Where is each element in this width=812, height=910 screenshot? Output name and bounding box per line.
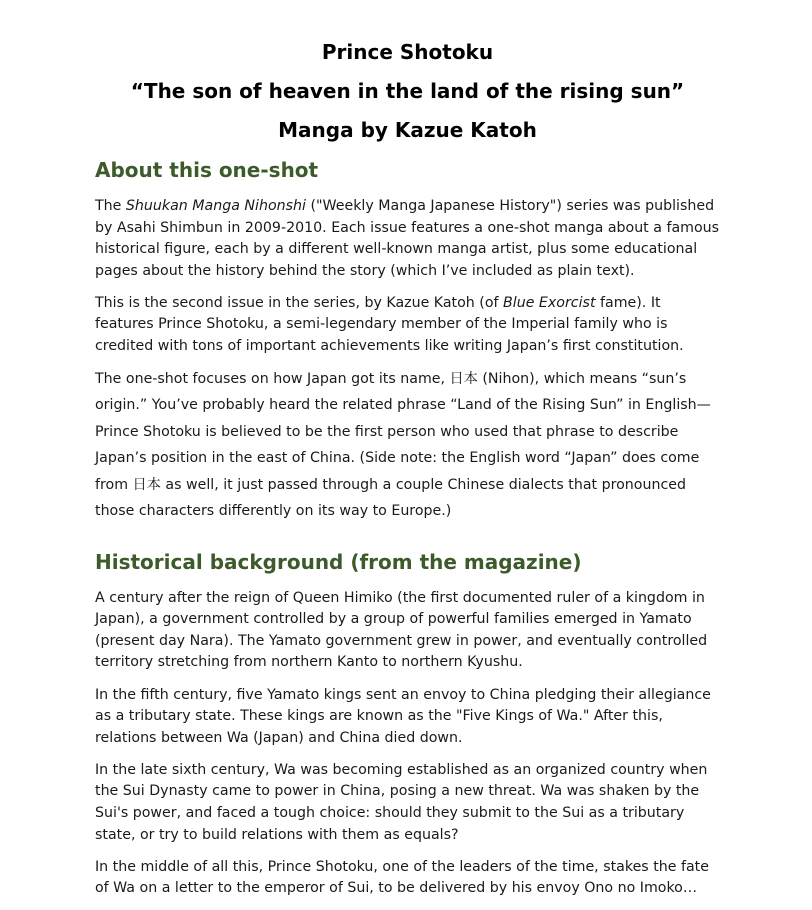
about-p1-before: The [95, 198, 126, 214]
history-paragraph-2: In the fifth century, five Yamato kings sent an envoy to China pledging their allegiance as a tributary state. These kings are known as the "Five Kings of Wa." After this, relations between Wa (Japan) and China died down. [95, 686, 711, 746]
about-paragraph-3: The one-shot focuses on how Japan got its name, 日本 (Nihon), which means “sun’s origin.” You’ve probably heard the related phrase “Land of the Rising Sun” in English—Prince Shotoku is believed to be the first person who used that phrase to describe Japan’s position in the east of China. (Side note: the English word “Japan” does come from 日本 as well, it just passed through a couple Chinese dialects that pronounced those characters differently on its way to Europe.) [95, 370, 711, 520]
artist-work-title: Blue Exorcist [503, 294, 596, 311]
history-paragraph-1: A century after the reign of Queen Himiko (the first documented ruler of a kingdom in Japan), a government controlled by a group of powerful families emerged in Yamato (present day Nara). The Yamato government grew in power, and eventually controlled territory stretching from northern Kanto to northern Kyushu. [95, 589, 708, 671]
about-p2-after: fame). It features Prince Shotoku, a semi-legendary member of the Imperial family who is credited with tons of important achievements like writing Japan’s first constitution. [95, 294, 684, 355]
byline: Manga by Kazue Katoh [278, 118, 537, 142]
page-title: Prince Shotoku [321, 40, 494, 64]
history-paragraph-4: In the middle of all this, Prince Shotoku, one of the leaders of the time, stakes the fate of Wa on a letter to the emperor of Sui, to be delivered by his envoy Ono no Imoko… [95, 858, 709, 897]
series-title: Shuukan Manga Nihonshi [125, 198, 306, 214]
about-paragraph-2 [95, 293, 720, 358]
about-p2-before: This is the second issue in the series, by Kazue Katoh (of [95, 294, 504, 311]
page-subtitle: “The son of heaven in the land of the rising sun” [130, 79, 685, 103]
document-page [95, 0, 720, 900]
history-heading: Historical background (from the magazine) [95, 549, 582, 574]
history-paragraph-3: In the late sixth century, Wa was becoming established as an organized country when the Sui Dynasty came to power in China, posing a new threat. Wa was shaken by the Sui's power, and faced a tough choice: should they submit to the Sui as a tributary state, or try to build relations with them as equals? [95, 761, 708, 843]
title-block [95, 0, 720, 150]
about-heading: About this one-shot [95, 158, 319, 182]
about-paragraph-1 [95, 196, 720, 282]
about-p1-after: ("Weekly Manga Japanese History") series was published by Asahi Shimbun in 2009-2010. Each issue features a one-shot manga about a famous historical figure, each by a different well-known manga artist, plus some educational pages about the history behind the story (which I’ve included as plain text). [95, 198, 720, 279]
